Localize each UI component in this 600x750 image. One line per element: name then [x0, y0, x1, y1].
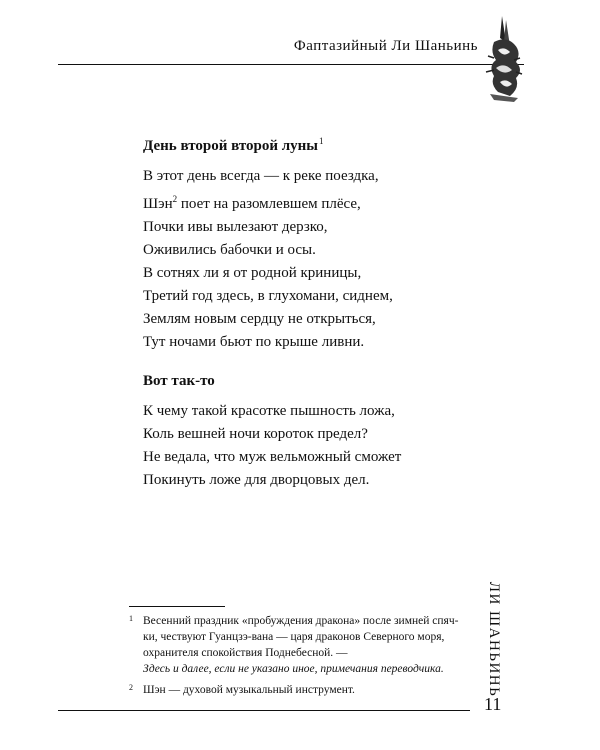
footnote-ref[interactable]: 1	[319, 136, 324, 146]
footer-rule	[58, 710, 470, 711]
header-rule	[58, 64, 478, 65]
footnote-number: 1	[129, 614, 133, 623]
footnote	[129, 613, 469, 677]
poem-line: Почки ивы вылезают дерзко,	[143, 219, 328, 235]
poem-line: Коль вешней ночи короток предел?	[143, 426, 368, 442]
poem-line: Оживились бабочки и осы.	[143, 242, 316, 258]
poem-line: Не ведала, что муж вельможный сможет	[143, 449, 402, 465]
footnote-text: Весенний праздник «пробуждения дракона» после зимней спяч-ки, чествуют Гуанцзэ-вана — царя драконов Северного моря, охранителя спокойствия Поднебесной. —	[143, 615, 459, 659]
poem-line: Шэн$^2$ поет на разомлевшем плёсе,	[143, 194, 361, 212]
footnotes	[129, 613, 469, 703]
footnote-number: 2	[129, 683, 133, 692]
poem-line: К чему такой красотке пышность ложа,	[143, 403, 395, 419]
poem-line: Покинуть ложе для дворцовых дел.	[143, 472, 370, 488]
poem-2	[143, 370, 463, 492]
footnote-rule	[129, 606, 225, 607]
footnote-ref[interactable]: 2	[172, 194, 178, 204]
footnote-italic-text: Здесь и далее, если не указано иное, примечания переводчика.	[143, 663, 444, 675]
ornamental-creature-icon	[480, 12, 528, 102]
page-number: 11	[484, 694, 502, 714]
poem-line: Тут ночами бьют по крыше ливни.	[143, 334, 365, 350]
side-author-label: ЛИ ШАНЬИНЬ	[486, 581, 503, 697]
poem-1	[143, 130, 463, 354]
poem-title: Вот так-то	[143, 373, 215, 389]
poem-line: Третий год здесь, в глухомани, сиднем,	[143, 288, 393, 304]
footnote-text: Шэн — духовой музыкальный инструмент.	[143, 684, 355, 696]
poem-line: Землям новым сердцу не открыться,	[143, 311, 376, 327]
poem-title: День второй второй луны$^1$	[143, 136, 324, 154]
poem-line: В этот день всегда — к реке поездка,	[143, 168, 379, 184]
running-title: Фаптазийный Ли Шаньинь	[293, 38, 478, 54]
poem-line: В сотнях ли я от родной криницы,	[143, 265, 362, 281]
footnote	[129, 682, 469, 698]
